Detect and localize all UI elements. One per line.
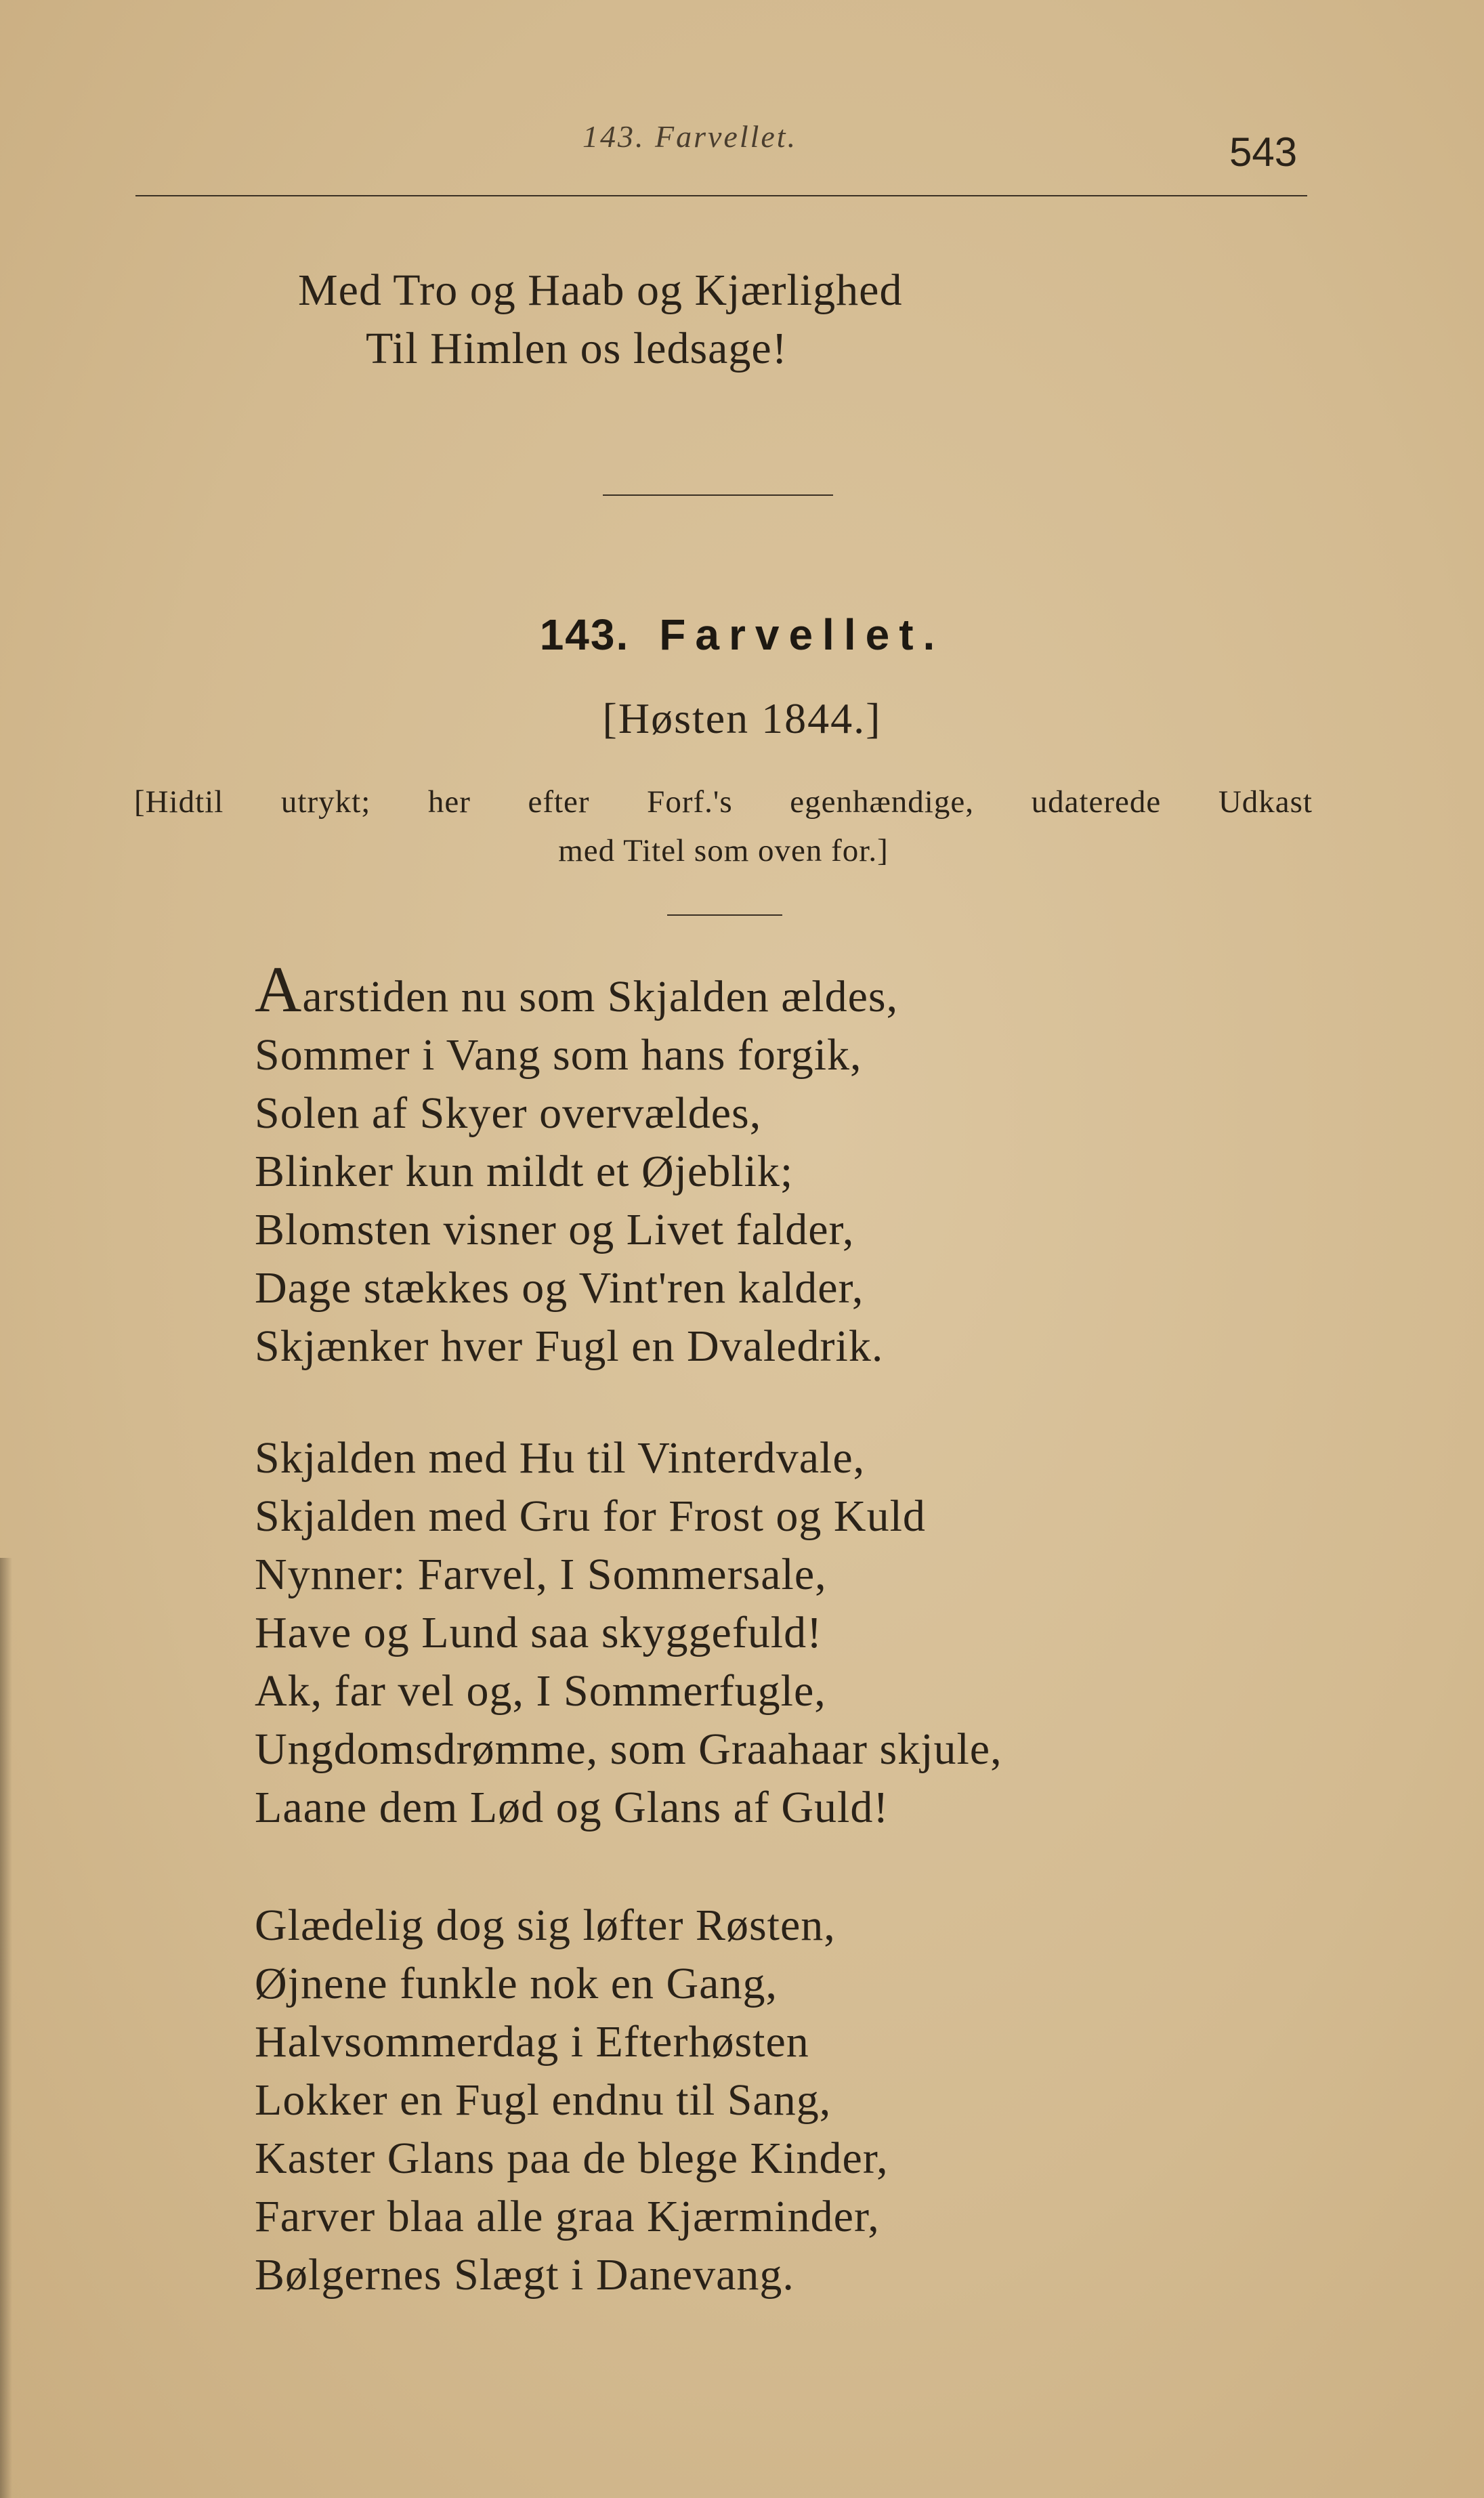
page-number: 543 xyxy=(1229,129,1298,175)
section-divider xyxy=(603,494,833,496)
verse-line: Have og Lund saa skyggefuld! xyxy=(255,1608,823,1657)
stanza-2 xyxy=(255,1429,1002,1837)
verse-line: Nynner: Farvel, I Sommersale, xyxy=(255,1550,827,1599)
poem-date: [Høsten 1844.] xyxy=(602,694,882,742)
verse-line: Ak, far vel og, I Sommerfugle, xyxy=(255,1666,826,1716)
verse-line: Skjænker hver Fugl en Dvaledrik. xyxy=(255,1321,884,1371)
editor-note xyxy=(134,778,1313,875)
editor-note-line: med Titel som oven for.] xyxy=(558,833,889,868)
header-rule xyxy=(135,195,1307,196)
verse-line: Dage stækkes og Vint'ren kalder, xyxy=(255,1263,864,1313)
verse-line: Aarstiden nu som Skjalden ældes, xyxy=(255,953,899,1025)
verse-line: Til Himlen os ledsage! xyxy=(366,324,788,373)
poem-heading xyxy=(0,610,1484,660)
poem-number: 143. xyxy=(539,610,630,659)
page-edge-shadow xyxy=(0,1558,12,2498)
verse-line: Glædelig dog sig løfter Røsten, xyxy=(255,1901,836,1950)
verse-line: Bølgernes Slægt i Danevang. xyxy=(255,2250,794,2300)
verse-line: Sommer i Vang som hans forgik, xyxy=(255,1030,862,1080)
verse-line: Blinker kun mildt et Øjeblik; xyxy=(255,1147,794,1196)
running-title: 143. Farvellet. xyxy=(582,119,798,154)
verse-line: Solen af Skyer overvældes, xyxy=(255,1088,762,1138)
verse-line: Skjalden med Hu til Vinterdvale, xyxy=(255,1433,866,1483)
poem-title: Farvellet. xyxy=(659,610,945,659)
note-divider xyxy=(667,914,782,916)
stanza-1 xyxy=(255,953,899,1376)
editor-note-line: [Hidtil utrykt; her efter Forf.'s egenhændige, udaterede Udkast xyxy=(134,784,1313,820)
verse-line: Med Tro og Haab og Kjærlighed xyxy=(298,266,903,315)
verse-line: Farver blaa alle graa Kjærminder, xyxy=(255,2192,880,2241)
verse-line: Blomsten visner og Livet falder, xyxy=(255,1205,855,1254)
stanza-3 xyxy=(255,1897,889,2304)
verse-line: Øjnene funkle nok en Gang, xyxy=(255,1959,778,2008)
verse-line: Halvsommerdag i Efterhøsten xyxy=(255,2017,809,2067)
verse-line: Skjalden med Gru for Frost og Kuld xyxy=(255,1491,926,1541)
verse-line: Laane dem Lød og Glans af Guld! xyxy=(255,1783,889,1832)
previous-poem-ending xyxy=(298,261,902,378)
verse-line: Kaster Glans paa de blege Kinder, xyxy=(255,2134,889,2183)
verse-line: Lokker en Fugl endnu til Sang, xyxy=(255,2075,832,2125)
verse-line: Ungdomsdrømme, som Graahaar skjule, xyxy=(255,1724,1002,1774)
